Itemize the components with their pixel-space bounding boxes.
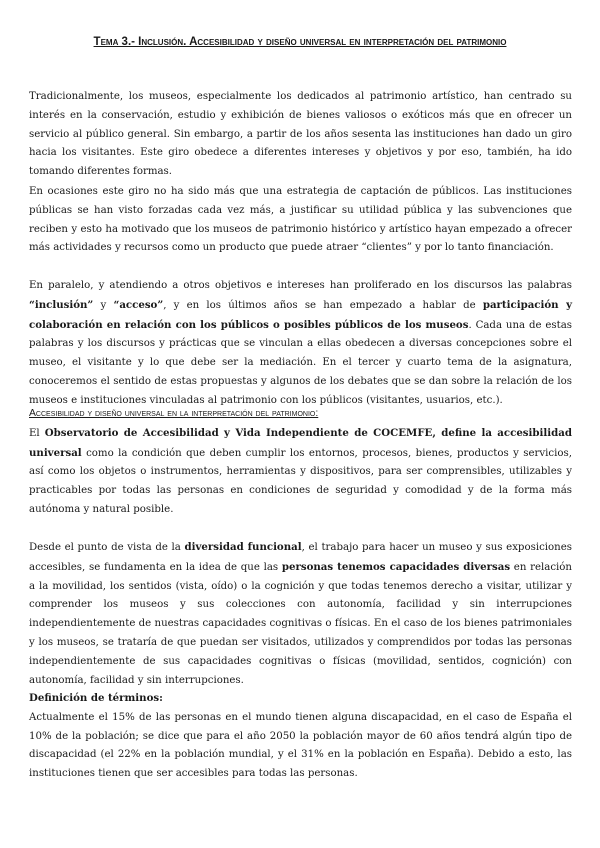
section-accesibilidad (29, 405, 572, 520)
paragraph-text: , y en los últimos años se han empezado a hablar de (163, 299, 483, 311)
term-diversidad-funcional: diversidad funcional (184, 541, 302, 553)
paragraph-inclusion (29, 277, 572, 411)
paragraph-text: como la condición que deben cumplir los entornos, procesos, bienes, productos y servicios, así como los objetos o instrumentos, herramientas y dispositivos, para ser comprensibles, utilizables y practicables por todas las personas en condiciones de seguridad y comodidad y de la forma más autónoma y natural posible. (29, 447, 572, 515)
paragraph-text: En paralelo, y atendiendo a otros objetivos e intereses han proliferado en los discursos las palabras (29, 280, 572, 291)
paragraph-text: . Cada una de estas palabras y los discursos y prácticas que se vinculan a ellas obedecen a diversas concepciones sobre el museo, el visitante y lo que debe ser la mediación. En el tercer y cuarto tema de la asignatura, conoceremos el sentido de estas propuestas y algunos de los debates que se dan sobre la relación de los museos e instituciones vinculadas al patrimonio con los públicos (visitantes, usuarios, etc.). (29, 319, 572, 406)
paragraph-captacion: En ocasiones este giro no ha sido más que una estrategia de captación de públicos. Las instituciones públicas se han visto forzadas cada vez más, a justificar su utilidad pública y las subvenciones que reciben y esto ha motivado que los museos de patrimonio histórico y artístico hayan empezado a ofrecer más actividades y recursos como un producto que puede atraer “clientes” y por lo tanto financiación. (29, 186, 572, 254)
term-observatorio: Observatorio de Accesibilidad y Vida Independiente de COCEMFE, define la accesibilidad universal (29, 426, 572, 459)
paragraph-definiciones (29, 689, 572, 784)
paragraph-text: , el trabajo para hacer un museo y sus exposiciones accesibles, se fundamenta en la idea de que las (29, 542, 572, 573)
paragraph-text: El (29, 427, 45, 439)
paragraph-text: Desde el punto de vista de la (29, 542, 185, 553)
term-acceso: “acceso” (113, 298, 164, 311)
paragraph-text: y (93, 299, 114, 311)
document-title: Tema 3.- Inclusión. Accesibilidad y diseño universal en interpretación del patrimonio (93, 36, 507, 48)
paragraph-intro: Tradicionalmente, los museos, especialmente los dedicados al patrimonio artístico, han centrado su interés en la conservación, estudio y exhibición de bienes valiosos o exóticos más que en ofrecer un servicio al público general. Sin embargo, a partir de los años sesenta las instituciones han dado un giro hacia los visitantes. Este giro obedece a diferentes intereses y objetivos y por eso, también, ha ido tomando diferentes formas. (29, 91, 572, 178)
definitions-heading: Definición de términos: (29, 692, 163, 704)
term-capacidades-diversas: personas tenemos capacidades diversas (281, 560, 511, 573)
term-participacion: participación y colaboración en relación con los públicos o posibles públicos de los museos (29, 298, 572, 331)
section-heading: Accesibilidad y diseño universal en la interpretación del patrimonio: (29, 408, 319, 419)
paragraph-text: Actualmente el 15% de las personas en el mundo tienen alguna discapacidad, en el caso de España el 10% de la población; se dice que para el año 2050 la población mayor de 60 años tendrá algún tipo de discapacidad (el 22% en la población mundial, y el 31% en la población en España). Debido a esto, las instituciones tienen que ser accesibles para todas las personas. (29, 711, 572, 780)
paragraph-diversidad (29, 538, 572, 690)
paragraph-text: en relación a la movilidad, los sentidos (vista, oído) o la cognición y que todas tenemos derecho a visitar, utilizar y comprender los museos y sus colecciones con autonomía, facilidad y sin interrupciones independientemente de nuestras capacidades cognitivas o físicas. En el caso de los bienes patrimoniales y los museos, se trataría de que puedan ser visitados, utilizados y comprendidos por todas las personas independientemente de sus capacidades cognitivas o físicas (movilidad, sentidos, cognición) con autonomía, facilidad y sin interrupciones. (29, 561, 572, 686)
term-inclusion: “inclusión” (29, 298, 94, 311)
